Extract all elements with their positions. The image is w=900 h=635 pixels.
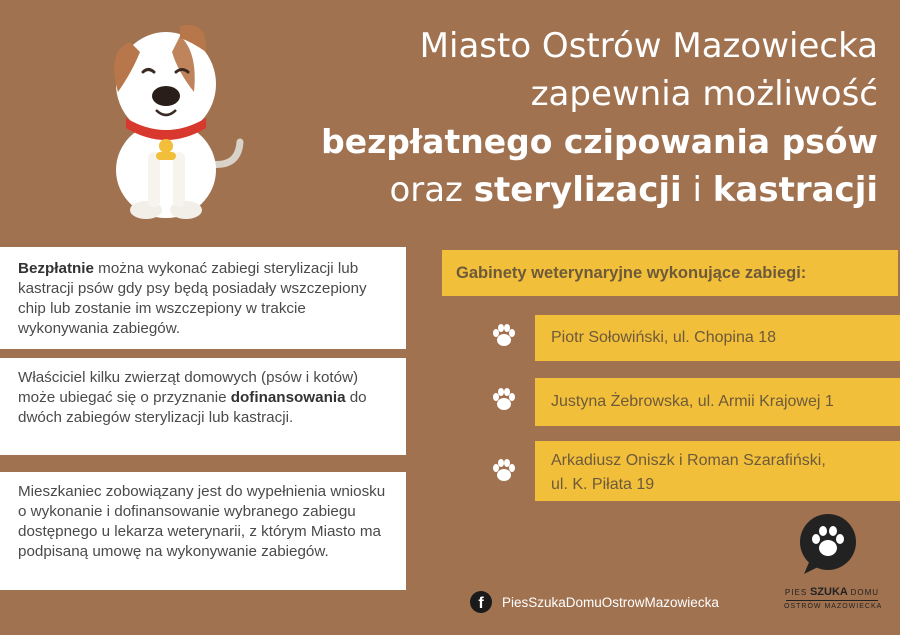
clinic-2-line-1: Justyna Żebrowska, ul. Armii Krajowej 1 (551, 393, 834, 410)
logo-divider (786, 600, 878, 601)
clinic-3-line-2: ul. K. Piłata 19 (551, 476, 655, 493)
info-card-free (0, 247, 406, 349)
clinic-item (535, 441, 900, 501)
paw-icon (490, 386, 518, 414)
headline-sterylizacji: sterylizacji (473, 170, 682, 210)
facebook-page-name: PiesSzukaDomuOstrowMazowiecka (502, 594, 719, 610)
clinic-item (535, 378, 900, 426)
info-card-application (0, 472, 406, 590)
info-card-cofunding (0, 358, 406, 455)
logo-word-domu: DOMU (850, 588, 880, 597)
facebook-link[interactable] (470, 591, 719, 613)
pies-szuka-domu-logo (780, 510, 883, 630)
clinic-1-line-1: Piotr Sołowiński, ul. Chopina 18 (551, 329, 777, 346)
headline-oraz: oraz (389, 170, 463, 210)
info-card-3-text: Mieszkaniec zobowiązany jest do wypełnienia wniosku o wykonanie i dofinansowanie wybranego zabiegu dostępnego u lekarza weterynarii, z którym Miasto ma podpisaną umowę na wykonywanie zabiegów. (18, 483, 386, 560)
clinics-title: Gabinety weterynaryjne wykonujące zabiegi: (442, 250, 898, 296)
headline-line-4 (258, 166, 878, 214)
logo-subtitle: OSTRÓW MAZOWIECKA (784, 603, 883, 610)
paw-icon (490, 322, 518, 350)
paw-icon (490, 457, 518, 485)
headline-kastracji: kastracji (712, 170, 878, 210)
headline-line-1: Miasto Ostrów Mazowiecka (419, 26, 878, 66)
info-card-2-bold: dofinansowania (230, 389, 346, 406)
headline-line-3: bezpłatnego czipowania psów (321, 122, 878, 161)
headline-i: i (692, 170, 702, 210)
speech-bubble-paw-icon (796, 512, 860, 576)
clinic-item (535, 315, 900, 361)
logo-wordmark (784, 586, 880, 598)
dog-illustration (88, 12, 248, 222)
headline (258, 22, 878, 214)
facebook-icon: f (470, 591, 492, 613)
headline-line-2: zapewnia możliwość (530, 74, 878, 114)
logo-word-pies: PIES (784, 588, 808, 597)
info-card-1-text: można wykonać zabiegi sterylizacji lub kastracji psów gdy psy będą posiadały wszczepiony chip lub zostanie im wszczepiony w trakcie wykonywania zabiegów. (18, 260, 367, 337)
clinic-3-line-1: Arkadiusz Oniszk i Roman Szarafiński, (551, 452, 826, 469)
info-card-2-text-after: do dwóch zabiegów sterylizacji lub kastracji. (18, 389, 367, 426)
logo-word-szuka: SZUKA (809, 586, 848, 598)
info-card-1-bold: Bezpłatnie (18, 260, 94, 277)
info-card-2-text-before: Właściciel kilku zwierząt domowych (psów i kotów) może ubiegać się o przyznanie (18, 369, 359, 406)
